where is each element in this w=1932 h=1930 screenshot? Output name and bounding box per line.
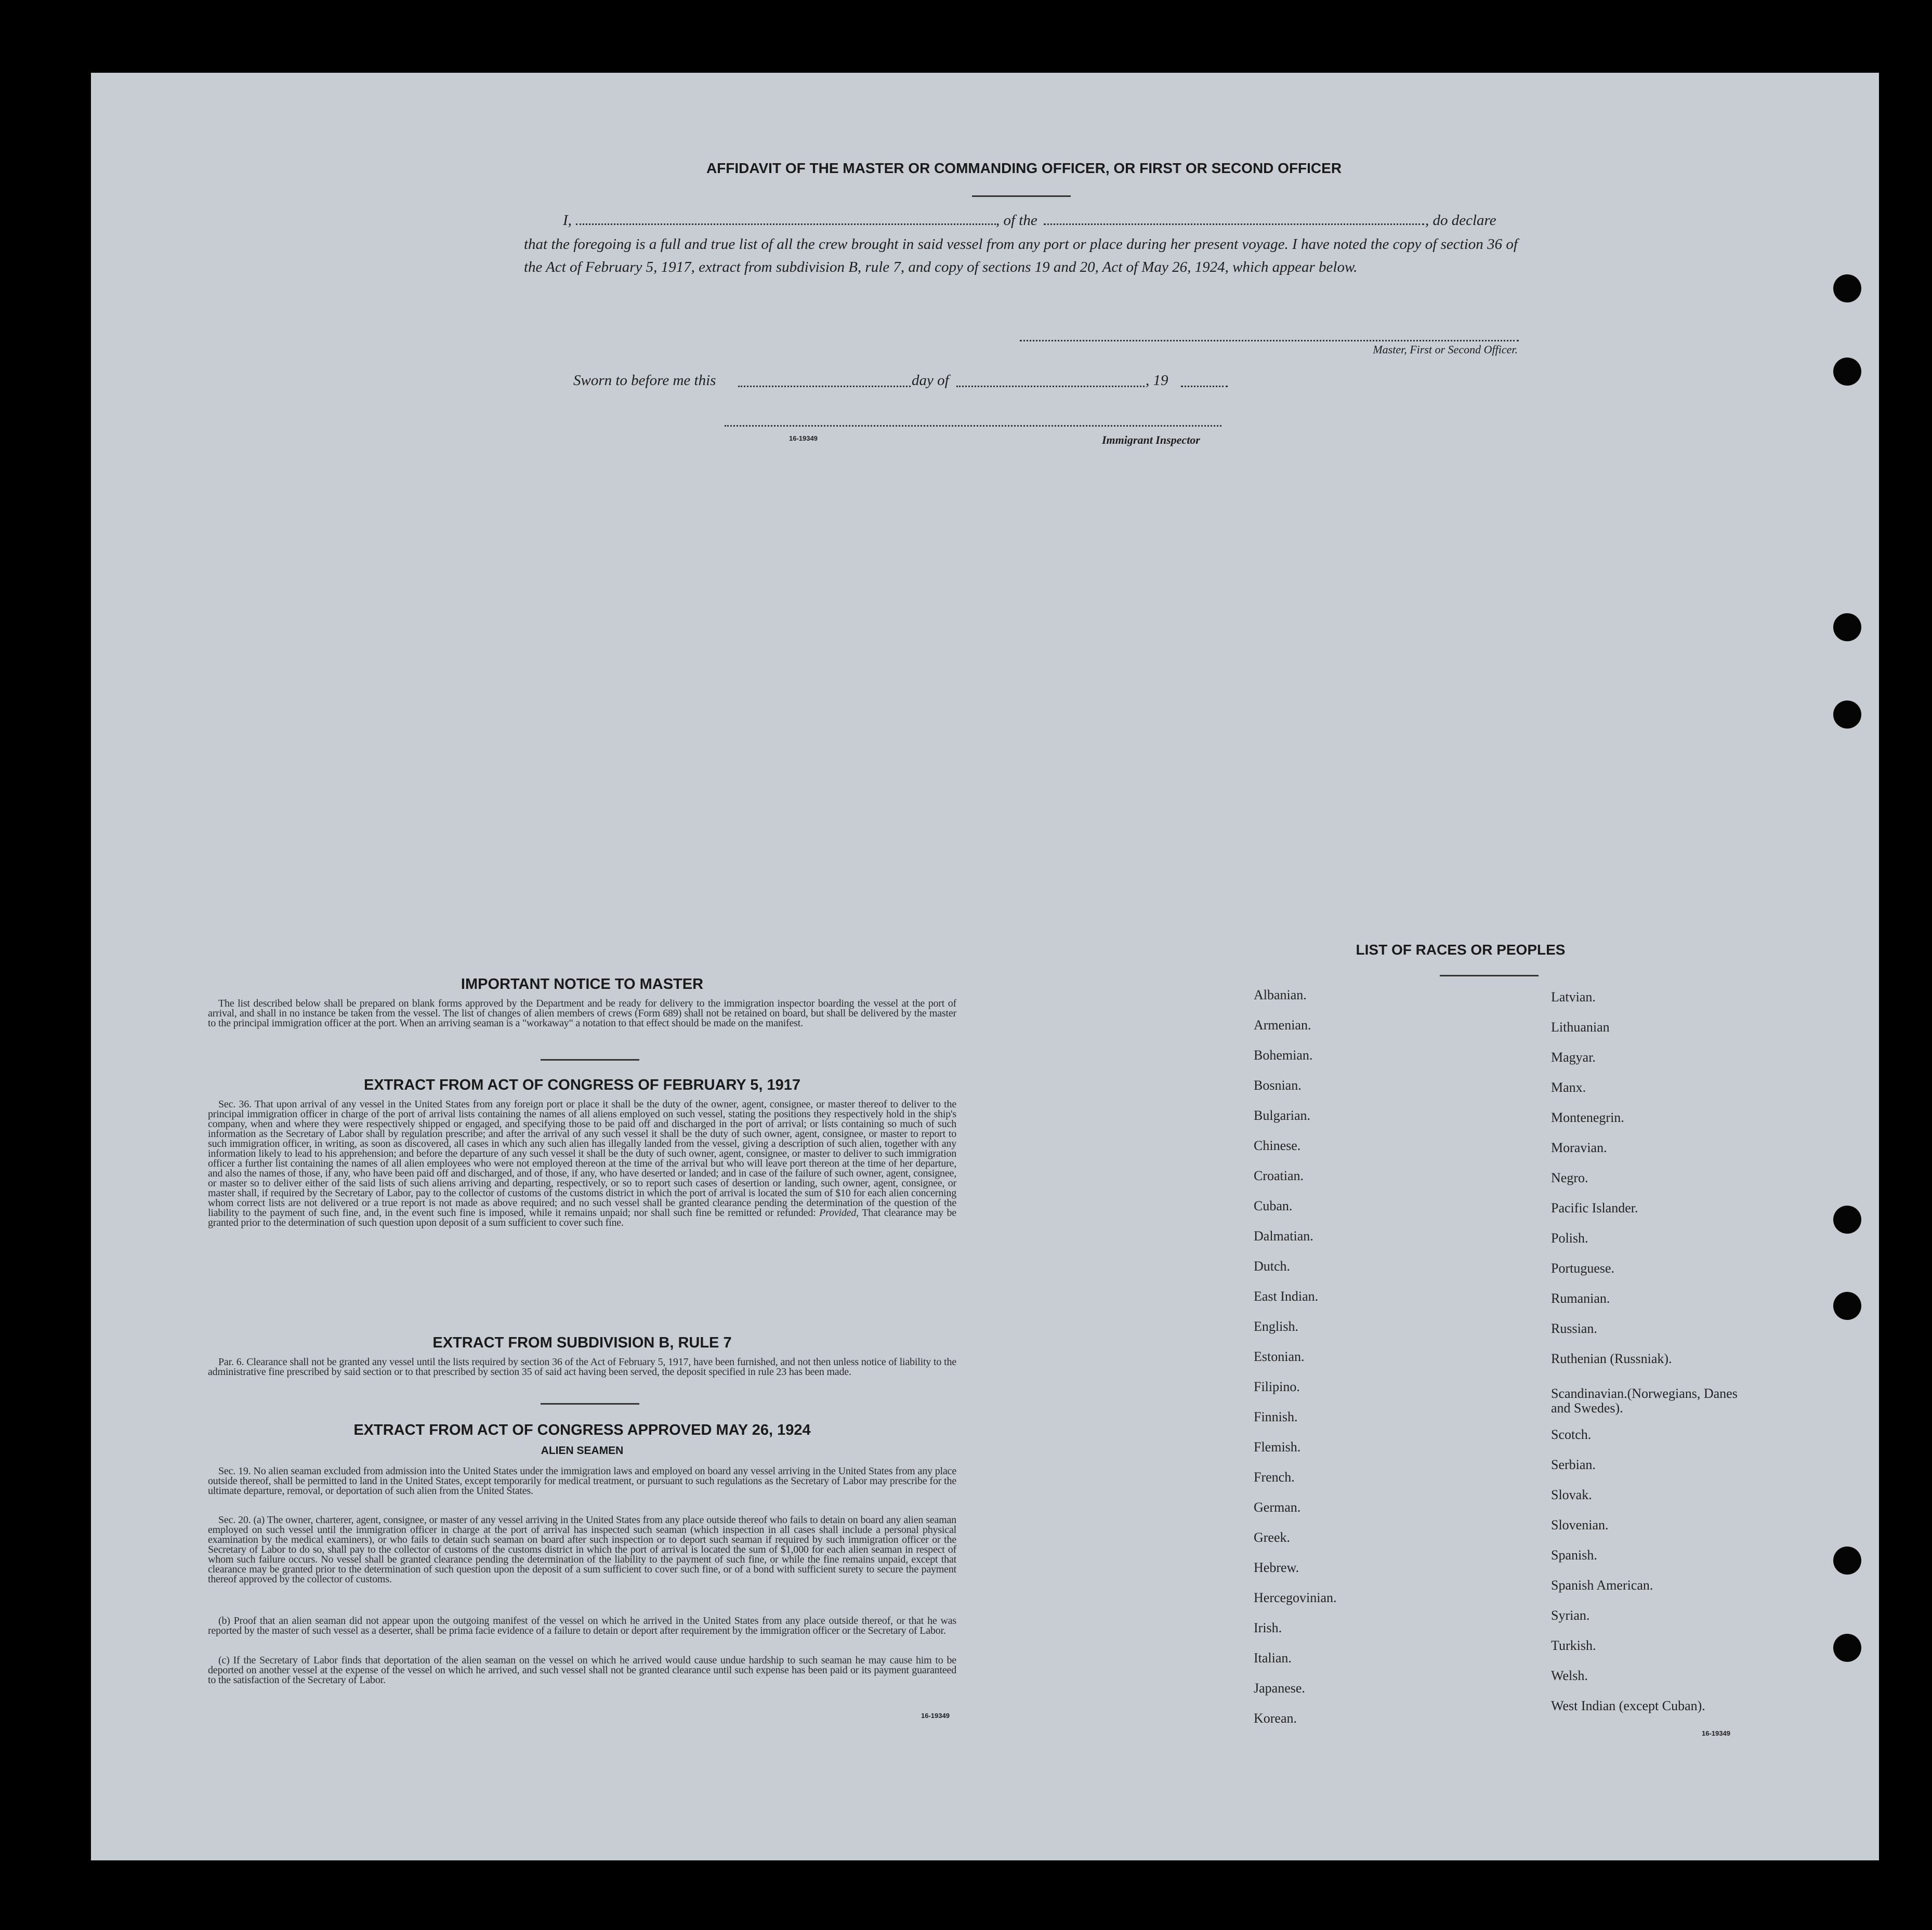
sworn-year-blank [1181, 386, 1228, 387]
affidavit-declare-label: , do declare [1425, 212, 1496, 229]
race-item: Montenegrin. [1551, 1110, 1624, 1125]
binder-hole [1833, 613, 1861, 641]
sec19-text: Sec. 19. No alien seaman excluded from admission into the United States under the immigration laws and employed on board any vessel arriving in the United States from any place outside thereof, shall be permitted to land in the United States, except temporarily for medical treatment, or pursuant to such regulations as the Secretary of Labor may prescribe for the ultimate departure, removal, or deportation of such alien from the United States. [208, 1465, 956, 1497]
sec36-text: Sec. 36. That upon arrival of any vessel in the United States from any foreign port or place it shall be the duty of the owner, agent, consignee, or master thereof to deliver to the principal immigration officer in charge of the port of arrival lists containing the names of all aliens employed on such vessel, stating the positions they respectively hold in the ship's company, when and where they were respectively shipped or engaged, and specifying those to be paid off and discharged in the port of arrival; or lists containing so much of such information as the Secretary of Labor shall by regulation prescribe; and after the arrival of any such vessel it shall be the duty of such owner, agent, consignee, or master to report to such immigration officer, in writing, as soon as discovered, all cases in which any such alien has illegally landed from the vessel, giving a description of such alien, together with any information likely to lead to his apprehension; and before the departure of any such vessel it shall be the duty of such owner, agent, consignee, or master to deliver to such immigration officer a further list containing the names of all alien employees who were not employed thereon at the time of the arrival but who will leave port thereon at the time of her departure, and also the names of those, if any, who have been paid off and discharged, and of those, if any, who have deserted or landed; and in case of the failure of such owner, agent, consignee, or master so to deliver either of the said lists of such aliens arriving and departing, respectively, or so to report such cases of desertion or landing, such owner, agent, consignee, or master shall, if required by the Secretary of Labor, pay to the collector of customs of the customs district in which the port of arrival is located the sum of $10 for each alien concerning whom correct lists are not delivered or a true report is not made as above required; and no such vessel shall be granted clearance pending the determination of the question of the liability to the payment of such fine, and, in the event such fine is imposed, while it remains unpaid; nor shall such fine be remitted or refunded: [208, 1099, 956, 1219]
binder-hole [1833, 1292, 1861, 1320]
race-item: Magyar. [1551, 1050, 1596, 1065]
race-item: Serbian. [1551, 1457, 1596, 1472]
race-item: Manx. [1551, 1080, 1586, 1095]
race-item: Albanian. [1254, 987, 1307, 1002]
form-number: 16-19349 [921, 1712, 950, 1720]
race-item: Bosnian. [1254, 1078, 1302, 1093]
race-item: Scandinavian.(Norwegians, Danes and Swedes). [1551, 1386, 1738, 1416]
race-item: Dutch. [1254, 1259, 1291, 1274]
vessel-blank [1044, 223, 1424, 225]
race-item: Ruthenian (Russniak). [1551, 1351, 1672, 1366]
race-item: French. [1254, 1470, 1295, 1485]
form-number: 16-19349 [1702, 1729, 1730, 1737]
divider [541, 1059, 639, 1061]
inspector-label: Immigrant Inspector [1102, 433, 1200, 446]
affidavit-body: that the foregoing is a full and true list of all the crew brought in said vessel from any port or place during her present voyage. I have noted the copy of section 36 of the Act of February 5, 1917, extract from subdivision B, rule 7, and copy of sections 19 and 20, Act of May 26, 1924, which appear below. [524, 236, 1518, 275]
race-item: Syrian. [1551, 1608, 1590, 1623]
race-item: Italian. [1254, 1650, 1292, 1665]
rule7-text: Par. 6. Clearance shall not be granted any vessel until the lists required by section 36 of the Act of February 5, 1917, have been furnished, and not then unless notice of liability to the administrative fine prescribed by said section or to that prescribed by section 35 of said act having been served, the deposit specified in rule 23 has been made. [208, 1356, 956, 1378]
sec20c-text: (c) If the Secretary of Labor finds that deportation of the alien seaman on the vessel on which he arrived would cause undue hardship to such seaman he may cause him to be deported on another vessel at the expense of the vessel on which he arrived, and such vessel shall not be granted clearance until such expense has been paid or its payment guaranteed to the satisfaction of the Secretary of Labor. [208, 1655, 956, 1686]
extract-1917-title: EXTRACT FROM ACT OF CONGRESS OF FEBRUARY 5, 1917 [363, 1077, 801, 1093]
sworn-month-blank [956, 386, 1145, 387]
race-item: Welsh. [1551, 1668, 1588, 1683]
race-item: Hercegovinian. [1254, 1590, 1337, 1605]
name-blank [576, 223, 996, 225]
notice-text: The list described below shall be prepared on blank forms approved by the Department and be ready for delivery to the immigration inspector boarding the vessel at the port of arrival, and shall in no instance be taken from the vessel. The list of changes of alien members of crews (Form 689) shall not be retained on board, but shall be delivered by the master to the principal immigration officer at the port. When an arriving seaman is a "workaway" a notation to that effect should be made on the manifest. [208, 998, 956, 1029]
signature-label: Master, First or Second Officer. [1373, 343, 1518, 356]
race-item: Scotch. [1551, 1427, 1592, 1442]
race-item: Croatian. [1254, 1168, 1304, 1183]
affidavit-title: AFFIDAVIT OF THE MASTER OR COMMANDING OFFICER, OR FIRST OR SECOND OFFICER [706, 160, 1342, 176]
race-item: East Indian. [1254, 1289, 1319, 1304]
race-item: Spanish American. [1551, 1578, 1653, 1593]
race-item: West Indian (except Cuban). [1551, 1698, 1705, 1713]
race-item: Armenian. [1254, 1017, 1311, 1033]
sworn-year-label: , 19 [1146, 372, 1168, 389]
proviso-word: Provided, [819, 1207, 859, 1219]
race-item: Hebrew. [1254, 1560, 1299, 1575]
race-item: Chinese. [1254, 1138, 1301, 1153]
race-item: English. [1254, 1319, 1298, 1334]
sworn-day-blank [738, 386, 911, 387]
race-item: Cuban. [1254, 1198, 1293, 1213]
race-item: Bulgarian. [1254, 1108, 1311, 1123]
binder-hole [1833, 700, 1861, 729]
race-item: Moravian. [1551, 1140, 1607, 1155]
race-item: Turkish. [1551, 1638, 1596, 1653]
race-item: Irish. [1254, 1620, 1282, 1635]
binder-hole [1833, 1546, 1861, 1575]
rule7-title: EXTRACT FROM SUBDIVISION B, RULE 7 [432, 1334, 732, 1351]
sworn-prefix: Sworn to before me this [573, 372, 716, 389]
race-item: Negro. [1551, 1170, 1588, 1185]
race-item: Spanish. [1551, 1548, 1597, 1563]
sworn-day-label: day of [912, 372, 949, 389]
race-item: Portuguese. [1551, 1261, 1615, 1276]
race-item: Slovak. [1551, 1487, 1592, 1502]
race-item: Rumanian. [1551, 1291, 1610, 1306]
race-item: Greek. [1254, 1530, 1291, 1545]
form-number: 16-19349 [789, 434, 818, 442]
sec20b-text: (b) Proof that an alien seaman did not appear upon the outgoing manifest of the vessel on which he arrived in the United States from any place outside thereof, or that he was reported by the master of such vessel as a deserter, shall be prima facie evidence of a failure to detain or deport after requirement by the immigration officer or the Secretary of Labor. [208, 1615, 956, 1636]
divider [1440, 975, 1539, 976]
binder-hole [1833, 274, 1861, 302]
divider [972, 195, 1071, 197]
race-item: Filipino. [1254, 1379, 1300, 1394]
race-item: Polish. [1551, 1231, 1588, 1246]
extract-1924-title: EXTRACT FROM ACT OF CONGRESS APPROVED MAY 26, 1924 [353, 1422, 811, 1438]
race-item: Slovenian. [1551, 1517, 1609, 1532]
signature-blank [1020, 340, 1519, 341]
alien-seamen-subtitle: ALIEN SEAMEN [541, 1445, 624, 1457]
race-item: Latvian. [1551, 989, 1596, 1004]
binder-hole [1833, 358, 1861, 386]
race-item: Flemish. [1254, 1439, 1301, 1455]
race-item: Korean. [1254, 1711, 1297, 1726]
race-item: German. [1254, 1500, 1301, 1515]
race-item: Finnish. [1254, 1409, 1298, 1424]
race-item: Dalmatian. [1254, 1228, 1313, 1244]
race-item: Lithuanian [1551, 1020, 1610, 1035]
extract-1917-text [208, 1100, 956, 1228]
binder-hole [1833, 1206, 1861, 1234]
race-item: Estonian. [1254, 1349, 1305, 1364]
proviso-text: That clearance may be granted prior to the determination of such question upon deposit of a sum sufficient to cover such fine. [208, 1207, 956, 1228]
race-item: Pacific Islander. [1551, 1200, 1638, 1215]
divider [541, 1403, 639, 1405]
affidavit-of-the-label: , of the [996, 212, 1037, 229]
inspector-blank [725, 425, 1221, 427]
race-item: Japanese. [1254, 1681, 1305, 1696]
race-item: Bohemian. [1254, 1048, 1313, 1063]
races-title: LIST OF RACES OR PEOPLES [1356, 942, 1566, 958]
race-item: Russian. [1551, 1321, 1597, 1336]
notice-title: IMPORTANT NOTICE TO MASTER [461, 976, 704, 993]
binder-hole [1833, 1634, 1861, 1662]
affidavit-i-label: I, [563, 212, 572, 229]
sec20a-text: Sec. 20. (a) The owner, charterer, agent, consignee, or master of any vessel arriving in the United States from any place outside thereof who fails to detain on board any alien seaman employed on such vessel until the immigration officer in charge at the port of arrival has inspected such seaman (which inspection in all cases shall include a personal physical examination by the medical examiners), or who fails to detain such seaman on board after such inspection or to deport such seaman if required by such immigration officer or the Secretary of Labor to do so, shall pay to the collector of customs of the customs district in which the port of arrival is located the sum of $1,000 for each alien seaman in respect of whom such failure occurs. No vessel shall be granted clearance pending the determination of the liability to the payment of such fine, or while the fine remains unpaid, except that clearance may be granted prior to the determination of such question upon the deposit of a sum sufficient to cover such fine, or of a bond with sufficient surety to secure the payment thereof approved by the collector of customs. [208, 1514, 956, 1585]
